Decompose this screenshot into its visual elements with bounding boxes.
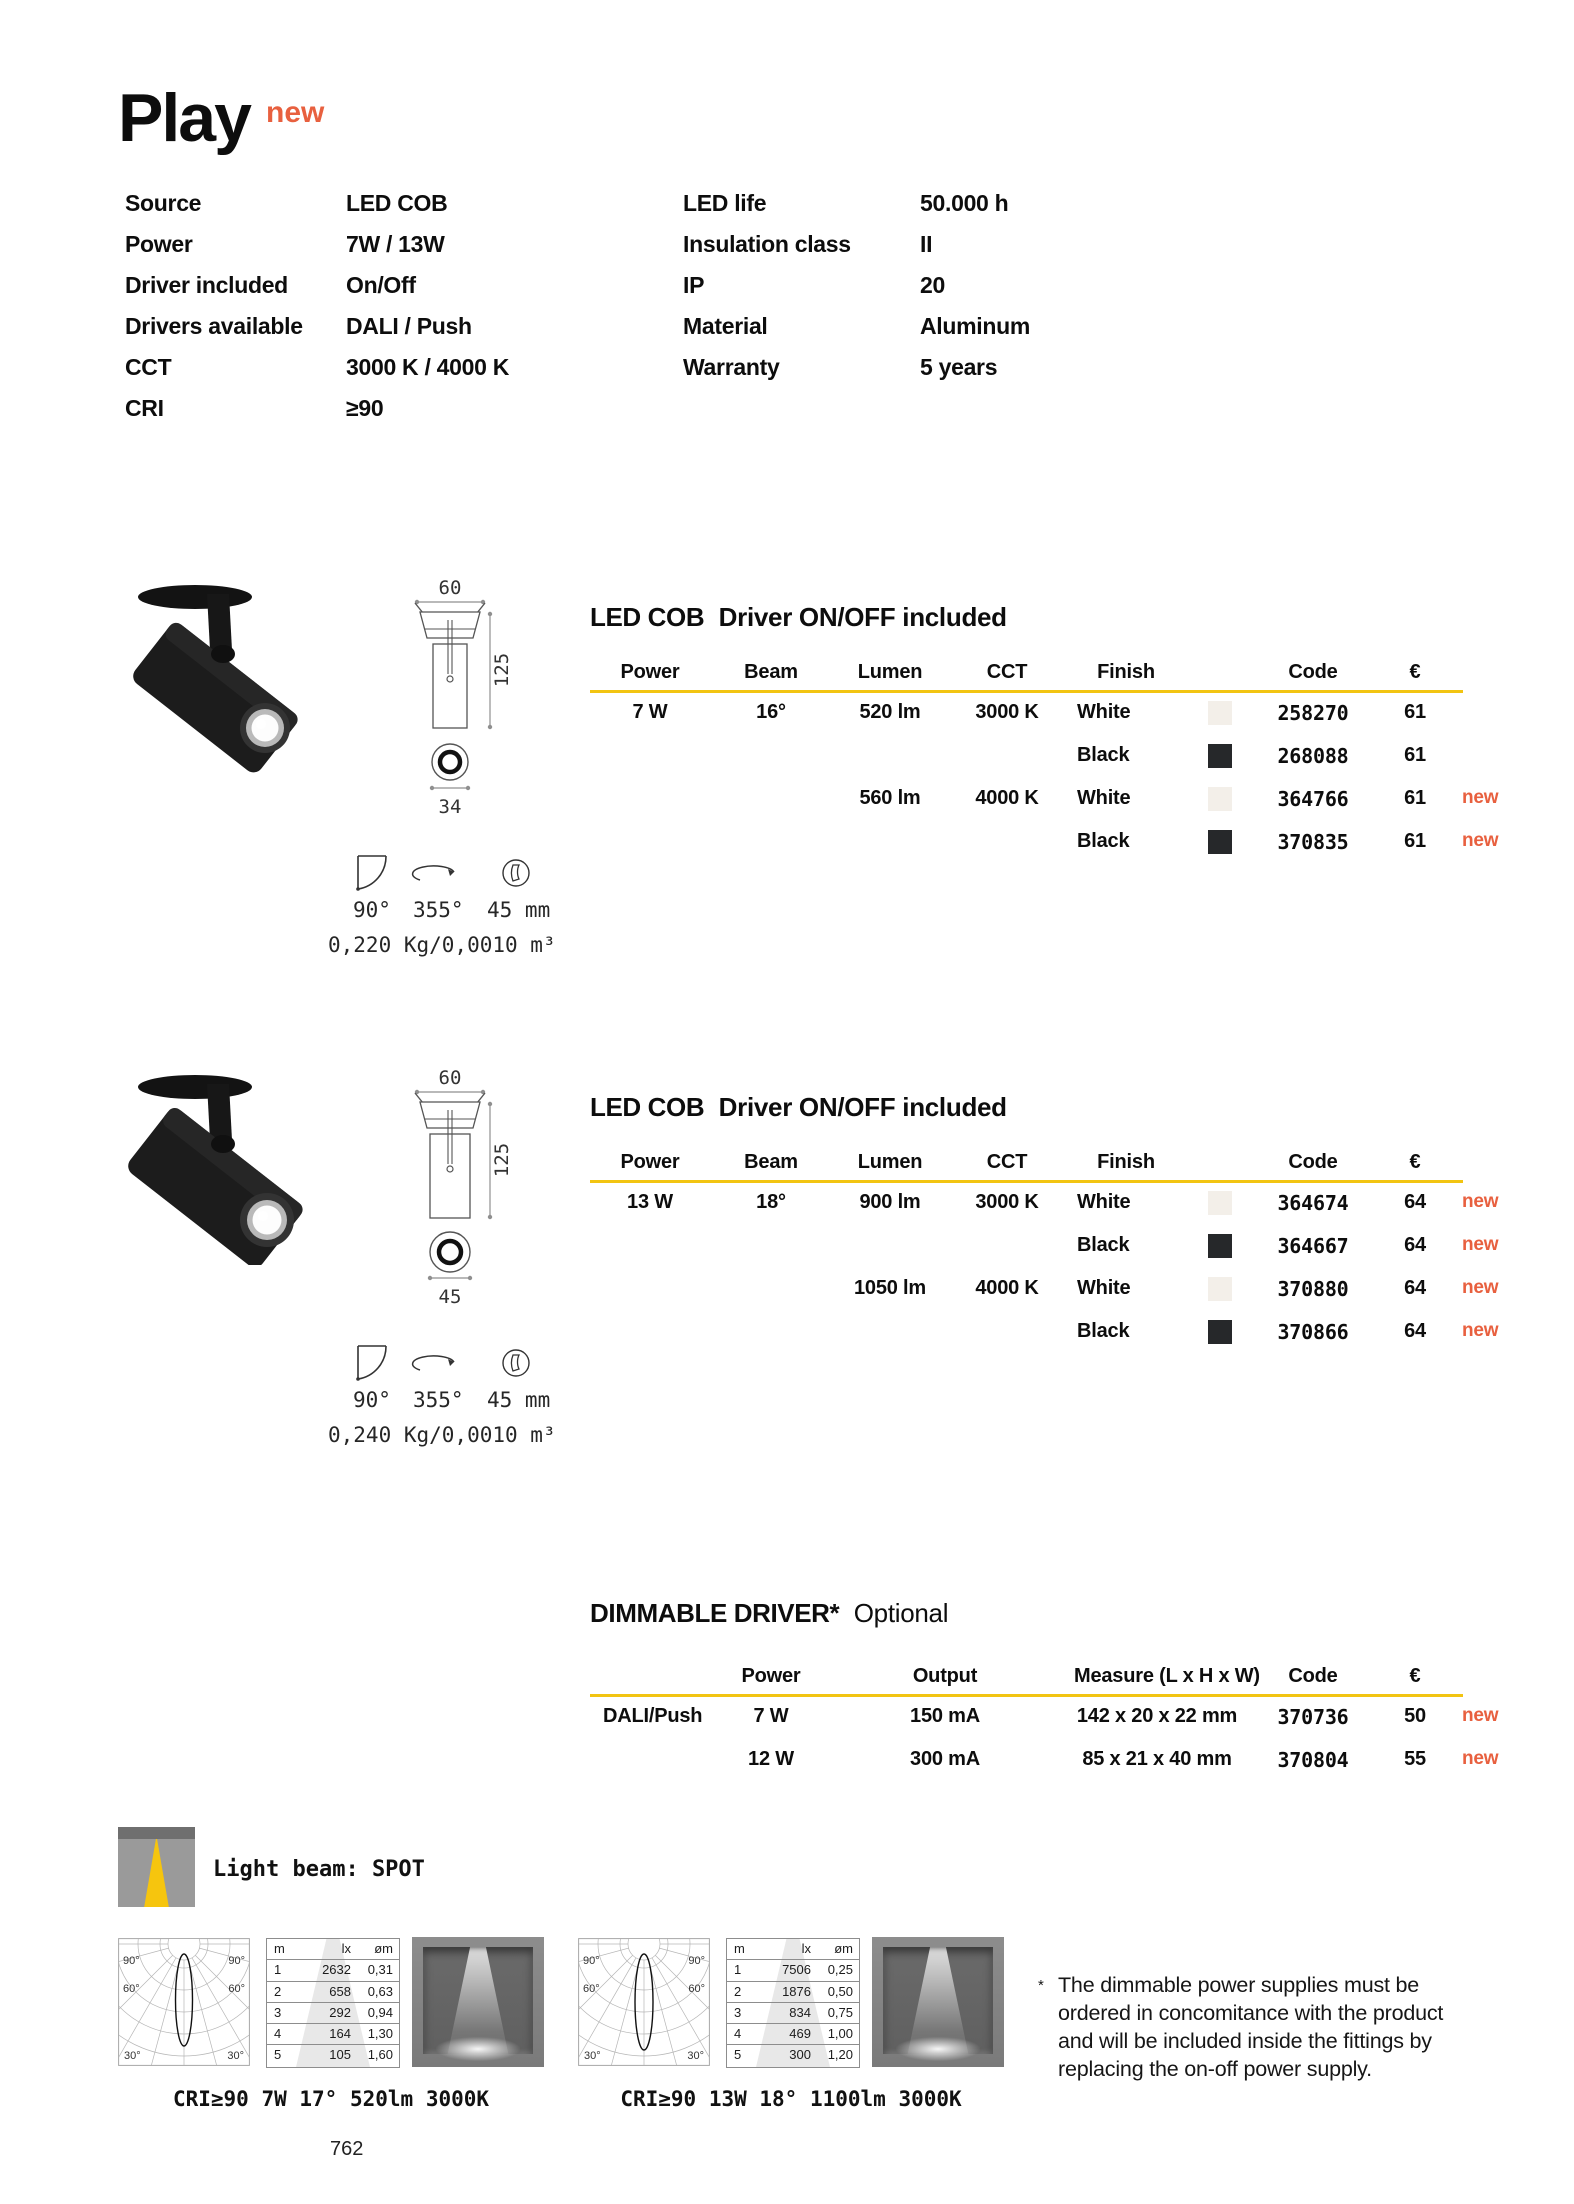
tilt-angle-value: 90° — [353, 898, 391, 922]
lux-row — [267, 2003, 399, 2024]
finish-value: White — [1077, 701, 1131, 723]
polar-label: 60° — [583, 1983, 600, 1995]
dimension-drawing — [396, 572, 536, 822]
col-header-code: Code — [1288, 661, 1338, 683]
tilt-angle-icon — [352, 1342, 394, 1384]
product-code: 370736 — [1277, 1705, 1349, 1729]
m-value: 2 — [274, 1983, 282, 1999]
m-value: 2 — [734, 1983, 742, 1999]
beam-value: 16° — [756, 701, 786, 723]
tilt-angle-icon — [352, 852, 394, 894]
weight-volume: 0,240 Kg/0,0010 m³ — [328, 1423, 556, 1447]
om-value: 0,75 — [827, 2004, 853, 2020]
photometry-caption: CRI≥90 13W 18° 1100lm 3000K — [620, 2087, 962, 2111]
product-code: 364674 — [1277, 1191, 1349, 1215]
col-header-om: øm — [834, 1941, 853, 1956]
col-header-finish: Finish — [1097, 1151, 1155, 1173]
polar-label: 90° — [228, 1955, 245, 1967]
dimmable-row — [590, 1705, 1502, 1732]
spec-value: 7W / 13W — [346, 231, 445, 257]
lux-row — [267, 2024, 399, 2045]
spec-value: Aluminum — [920, 313, 1031, 339]
table-title-bold: LED COB — [590, 602, 705, 632]
price-value: 55 — [1404, 1748, 1426, 1770]
om-value: 0,31 — [367, 1962, 393, 1978]
price-value: 61 — [1404, 744, 1426, 766]
spec-label: Driver included — [125, 272, 288, 298]
wall-glow — [436, 2037, 521, 2061]
cct-value: 4000 K — [975, 1277, 1039, 1299]
table-divider — [590, 690, 1463, 693]
product-code: 370804 — [1277, 1748, 1349, 1772]
dimmable-title-bold: DIMMABLE DRIVER* — [590, 1598, 840, 1628]
col-header-beam: Beam — [744, 1151, 798, 1173]
col-header-power: Power — [620, 1151, 680, 1173]
product-code: 364766 — [1277, 787, 1349, 811]
table-row — [590, 744, 1502, 771]
table-row — [590, 830, 1502, 857]
light-beam-icon — [118, 1827, 195, 1907]
col-header-code: Code — [1288, 1665, 1338, 1687]
lx-value: 292 — [329, 2004, 351, 2020]
polar-label: 30° — [124, 2050, 141, 2062]
new-flag: new — [1462, 1748, 1499, 1769]
col-header-measure: Measure (L x H x W) — [1074, 1665, 1260, 1687]
lux-row — [267, 2045, 399, 2065]
m-value: 1 — [274, 1962, 282, 1978]
product-code: 370835 — [1277, 830, 1349, 854]
lux-row — [267, 1982, 399, 2003]
finish-value: Black — [1077, 1234, 1130, 1256]
footnote-marker: * — [1038, 1977, 1044, 1994]
measure-value: 85 x 21 x 40 mm — [1082, 1748, 1232, 1770]
dimmable-header-row — [590, 1665, 1502, 1692]
polar-diagram — [118, 1938, 250, 2066]
col-header-power: Power — [620, 661, 680, 683]
lux-header-row — [727, 1939, 859, 1960]
spec-value: II — [920, 231, 933, 257]
finish-swatch — [1208, 1191, 1232, 1215]
dimmable-title-rest: Optional — [853, 1598, 949, 1628]
lx-value: 658 — [329, 1983, 351, 1999]
dim-height-label: 125 — [491, 1142, 513, 1178]
cutout-value: 45 mm — [487, 898, 551, 922]
spec-value: 3000 K / 4000 K — [346, 354, 510, 380]
light-beam-label: Light beam: SPOT — [213, 1857, 425, 1882]
col-header-cct: CCT — [986, 1151, 1028, 1173]
finish-value: White — [1077, 787, 1131, 809]
beam-wall-photo — [872, 1937, 1004, 2067]
output-value: 150 mA — [910, 1705, 980, 1727]
dim-width-label: 60 — [438, 577, 462, 599]
spec-value: ≥90 — [346, 395, 384, 421]
spec-value: 50.000 h — [920, 190, 1009, 216]
col-header-cct: CCT — [986, 661, 1028, 683]
power-value: 7 W — [632, 701, 668, 723]
price-value: 50 — [1404, 1705, 1426, 1727]
m-value: 4 — [274, 2026, 282, 2042]
dim-diameter-label: 45 — [438, 1286, 462, 1308]
table-row — [590, 1234, 1502, 1261]
col-header-lx: lx — [341, 1941, 351, 1956]
spec-label: CCT — [125, 354, 172, 380]
product-code: 258270 — [1277, 701, 1349, 725]
output-value: 300 mA — [910, 1748, 980, 1770]
polar-label: 60° — [123, 1983, 140, 1995]
lux-table — [726, 1938, 860, 2068]
spec-label: Insulation class — [683, 231, 851, 257]
cutout-value: 45 mm — [487, 1388, 551, 1412]
col-header-output: Output — [912, 1665, 978, 1687]
lumen-value: 900 lm — [859, 1191, 921, 1213]
col-header-lx: lx — [801, 1941, 811, 1956]
om-value: 0,94 — [367, 2004, 393, 2020]
product-code: 268088 — [1277, 744, 1349, 768]
dimmable-title — [590, 1598, 948, 1629]
polar-label: 60° — [688, 1983, 705, 1995]
weight-volume: 0,220 Kg/0,0010 m³ — [328, 933, 556, 957]
table-row — [590, 701, 1502, 728]
col-header-lumen: Lumen — [857, 661, 923, 683]
spec-value: 5 years — [920, 354, 998, 380]
finish-value: White — [1077, 1277, 1131, 1299]
table-title — [590, 1092, 1007, 1123]
finish-swatch — [1208, 787, 1232, 811]
price-value: 64 — [1404, 1191, 1426, 1213]
power-value: 7 W — [753, 1705, 789, 1727]
col-header-m: m — [274, 1941, 285, 1956]
spec-label: LED life — [683, 190, 767, 216]
table-header-row — [590, 661, 1502, 688]
new-flag: new — [1462, 1191, 1499, 1212]
finish-value: White — [1077, 1191, 1131, 1213]
lx-value: 2632 — [322, 1962, 351, 1978]
m-value: 5 — [274, 2047, 282, 2063]
spec-value: DALI / Push — [346, 313, 472, 339]
lux-table — [266, 1938, 400, 2068]
price-value: 64 — [1404, 1234, 1426, 1256]
lx-value: 300 — [789, 2047, 811, 2063]
col-header-m: m — [734, 1941, 745, 1956]
lx-value: 164 — [329, 2026, 351, 2042]
finish-swatch — [1208, 1320, 1232, 1344]
spotlight-product-photo — [123, 570, 318, 775]
om-value: 1,60 — [367, 2047, 393, 2063]
lx-value: 1876 — [782, 1983, 811, 1999]
lux-row — [727, 2024, 859, 2045]
table-row — [590, 1320, 1502, 1347]
beam-value: 18° — [756, 1191, 786, 1213]
dim-diameter-label: 34 — [438, 796, 462, 818]
product-code: 370880 — [1277, 1277, 1349, 1301]
lux-header-row — [267, 1939, 399, 1960]
m-value: 5 — [734, 2047, 742, 2063]
col-header-lumen: Lumen — [857, 1151, 923, 1173]
price-value: 64 — [1404, 1320, 1426, 1342]
cutout-hole-icon — [500, 856, 532, 890]
cct-value: 4000 K — [975, 787, 1039, 809]
om-value: 0,63 — [367, 1983, 393, 1999]
polar-diagram — [578, 1938, 710, 2066]
spec-label: Drivers available — [125, 313, 303, 339]
spec-value: LED COB — [346, 190, 448, 216]
new-flag: new — [1462, 1705, 1499, 1726]
polar-label: 30° — [227, 2050, 244, 2062]
om-value: 1,30 — [367, 2026, 393, 2042]
lx-value: 469 — [789, 2026, 811, 2042]
spec-value: 20 — [920, 272, 945, 298]
tilt-angle-value: 90° — [353, 1388, 391, 1412]
polar-label: 30° — [687, 2050, 704, 2062]
finish-value: Black — [1077, 1320, 1130, 1342]
col-header-code: Code — [1288, 1151, 1338, 1173]
driver-type: DALI/Push — [603, 1705, 703, 1727]
polar-label: 90° — [688, 1955, 705, 1967]
lumen-value: 520 lm — [859, 701, 921, 723]
om-value: 1,00 — [827, 2026, 853, 2042]
finish-swatch — [1208, 701, 1232, 725]
page-number: 762 — [330, 2138, 364, 2160]
cct-value: 3000 K — [975, 701, 1039, 723]
beam-wall-photo — [412, 1937, 544, 2067]
price-value: 61 — [1404, 830, 1426, 852]
page-title: Play — [118, 80, 250, 156]
price-value: 64 — [1404, 1277, 1426, 1299]
om-value: 0,25 — [827, 1962, 853, 1978]
lux-row — [727, 2045, 859, 2065]
measure-value: 142 x 20 x 22 mm — [1076, 1705, 1238, 1727]
beam-triangle — [118, 1827, 195, 1907]
dim-height-label: 125 — [491, 652, 513, 688]
polar-label: 60° — [228, 1983, 245, 1995]
table-title-rest: Driver ON/OFF included — [718, 602, 1007, 632]
spec-label: Warranty — [683, 354, 780, 380]
finish-swatch — [1208, 744, 1232, 768]
finish-swatch — [1208, 830, 1232, 854]
cutout-hole-icon — [500, 1346, 532, 1380]
col-header-eur: € — [1409, 661, 1421, 683]
m-value: 3 — [274, 2004, 282, 2020]
rotation-icon — [410, 1350, 462, 1378]
table-title — [590, 602, 1007, 633]
lux-row — [267, 1960, 399, 1981]
m-value: 3 — [734, 2004, 742, 2020]
power-value: 12 W — [748, 1748, 794, 1770]
new-flag: new — [1462, 1234, 1499, 1255]
spec-label: IP — [683, 272, 705, 298]
rotation-value: 355° — [413, 1388, 464, 1412]
col-header-power: Power — [741, 1665, 801, 1687]
ceiling-band — [118, 1827, 195, 1839]
table-title-rest: Driver ON/OFF included — [718, 1092, 1007, 1122]
m-value: 4 — [734, 2026, 742, 2042]
lux-row — [727, 1982, 859, 2003]
photometry-caption: CRI≥90 7W 17° 520lm 3000K — [172, 2087, 490, 2111]
table-divider — [590, 1694, 1463, 1697]
lux-row — [727, 2003, 859, 2024]
new-flag: new — [1462, 1277, 1499, 1298]
table-header-row — [590, 1151, 1502, 1178]
table-row — [590, 1277, 1502, 1304]
polar-label: 90° — [583, 1955, 600, 1967]
om-value: 1,20 — [827, 2047, 853, 2063]
rotation-icon — [410, 860, 462, 888]
finish-swatch — [1208, 1277, 1232, 1301]
col-header-finish: Finish — [1097, 661, 1155, 683]
finish-value: Black — [1077, 744, 1130, 766]
polar-label: 90° — [123, 1955, 140, 1967]
col-header-om: øm — [374, 1941, 393, 1956]
product-code: 370866 — [1277, 1320, 1349, 1344]
lux-row — [727, 1960, 859, 1981]
footnote-text: The dimmable power supplies must be ordered in concomitance with the product and will be included inside the fittings by replacing the on-off power supply. — [1058, 1973, 1444, 2081]
new-flag: new — [1462, 1320, 1499, 1341]
spec-label: Source — [125, 190, 202, 216]
cct-value: 3000 K — [975, 1191, 1039, 1213]
spec-label: CRI — [125, 395, 164, 421]
table-title-bold: LED COB — [590, 1092, 705, 1122]
wall-glow — [896, 2037, 981, 2061]
lumen-value: 560 lm — [859, 787, 921, 809]
dimension-drawing — [396, 1062, 536, 1312]
power-value: 13 W — [627, 1191, 673, 1213]
om-value: 0,50 — [827, 1983, 853, 1999]
table-divider — [590, 1180, 1463, 1183]
lx-value: 7506 — [782, 1962, 811, 1978]
dimmable-row — [590, 1748, 1502, 1775]
lx-value: 834 — [789, 2004, 811, 2020]
lx-value: 105 — [329, 2047, 351, 2063]
dim-width-label: 60 — [438, 1067, 462, 1089]
col-header-eur: € — [1409, 1151, 1421, 1173]
col-header-eur: € — [1409, 1665, 1421, 1687]
table-row — [590, 1191, 1502, 1218]
lumen-value: 1050 lm — [854, 1277, 926, 1299]
spec-value: On/Off — [346, 272, 416, 298]
new-flag: new — [1462, 830, 1499, 851]
new-badge: new — [266, 96, 325, 129]
col-header-beam: Beam — [744, 661, 798, 683]
m-value: 1 — [734, 1962, 742, 1978]
spec-label: Material — [683, 313, 768, 339]
price-value: 61 — [1404, 787, 1426, 809]
new-flag: new — [1462, 787, 1499, 808]
table-row — [590, 787, 1502, 814]
spotlight-product-photo — [123, 1060, 318, 1265]
rotation-value: 355° — [413, 898, 464, 922]
spec-label: Power — [125, 231, 193, 257]
price-value: 61 — [1404, 701, 1426, 723]
polar-label: 30° — [584, 2050, 601, 2062]
finish-value: Black — [1077, 830, 1130, 852]
finish-swatch — [1208, 1234, 1232, 1258]
product-code: 364667 — [1277, 1234, 1349, 1258]
